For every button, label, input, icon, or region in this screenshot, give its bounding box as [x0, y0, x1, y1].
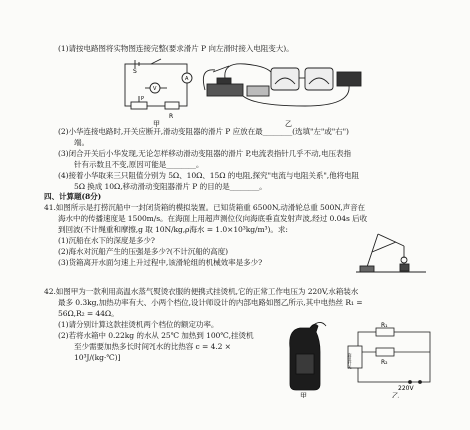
label-r: R: [169, 113, 174, 120]
fig-label-jia-42: 甲: [300, 392, 307, 398]
label-r2: R₂: [381, 359, 388, 366]
crane-diagram: [356, 228, 426, 278]
label-v: V: [153, 86, 157, 92]
q41-sub1: (1)沉船在水下的深度是多少?: [58, 236, 155, 245]
label-s: S: [133, 68, 137, 75]
q1-part4b: 5Ω 换成 10Ω,移动滑动变阻器滑片 P 的目的是________。: [74, 182, 267, 191]
q1-part2b: 端。: [74, 138, 89, 147]
q1-part3a: (3)闭合开关后小华发现,无论怎样移动滑动变阻器的滑片 P,电流表指针几乎不动,电压表指: [58, 149, 351, 158]
q1-part4a: (4)接着小华取来三只阻值分别为 5Ω、10Ω、15Ω 的电阻,探究"电流与电阻关系",他将电阻: [58, 171, 360, 180]
q42-sub2b: 至少需要加热多长时间?[水的比热容 c = 4.2 ×: [74, 342, 231, 351]
label-voltage: 220V: [398, 385, 414, 392]
q1-part1: (1)请按电路图将实物图连接完整(要求滑片 P 向左滑时接入电阻变大)。: [58, 44, 294, 53]
q1-figures: [105, 58, 405, 128]
label-a: A: [185, 76, 189, 82]
q41-crane-figure: [356, 228, 426, 278]
section-heading: 四、计算题(8分): [44, 192, 102, 201]
label-r1: R₁: [381, 322, 388, 329]
q41-line1: 41.如图所示是打捞沉船中一封闭货箱的模拟装置。已知货箱重 6500N,动滑轮总重 500N,声音在: [44, 203, 366, 212]
q42-figures: [280, 318, 440, 398]
q42-sub1: (1)请分别计算这款挂烫机两个档位的额定功率。: [58, 320, 219, 329]
q42-sub2a: (2)若将水箱中 0.22kg 的水从 25℃ 加热到 100℃,挂烫机: [58, 331, 254, 340]
q1-circuit-diagram: [105, 58, 405, 128]
q42-line3: 56Ω,R₂ = 44Ω。: [58, 309, 119, 318]
fig-label-yi: 乙: [285, 120, 292, 128]
q41-sub3: (3)货箱离开水面匀速上升过程中,该滑轮组的机械效率是多少?: [58, 258, 263, 267]
q41-sub2: (2)海水对沉船产生的压强是多少?(不计沉船的高度): [58, 247, 229, 256]
label-p: P: [141, 96, 145, 102]
q42-sub2c: 10³J/(kg·℃)]: [74, 353, 121, 362]
q1-part3b: 针有示数且不变,原因可能是________。: [74, 160, 204, 169]
q41-line3: 到回波(不计绳重和摩擦,g 取 10N/kg,ρ海水 = 1.0×10³kg/m³)。求:: [58, 225, 288, 234]
steamer-and-circuit: [280, 318, 440, 398]
q42-line1: 42.如图甲为一款利用高温水蒸气熨烫衣服的便携式挂烫机,它的正常工作电压为 220V,水箱装水: [44, 287, 359, 296]
q41-line2: 海水中的传播速度是 1500m/s。在海面上用超声测位仪向海底垂直发射声波,经过 0.04s 后收: [58, 214, 368, 223]
fig-label-yi-42: 乙: [392, 392, 399, 398]
q1-part2a: (2)小华连接电路时,开关应断开,滑动变阻器的滑片 P 应放在最________(选填"左"或"右"): [58, 127, 349, 136]
label-rotary-switch: 旋钮开关: [347, 353, 353, 369]
q42-line2: 最多 0.3kg,加热功率有大、小两个档位,设计师设计的内部电路如图乙所示,其中电热丝 R₁ =: [58, 298, 363, 307]
fig-label-jia: 甲: [153, 120, 160, 128]
